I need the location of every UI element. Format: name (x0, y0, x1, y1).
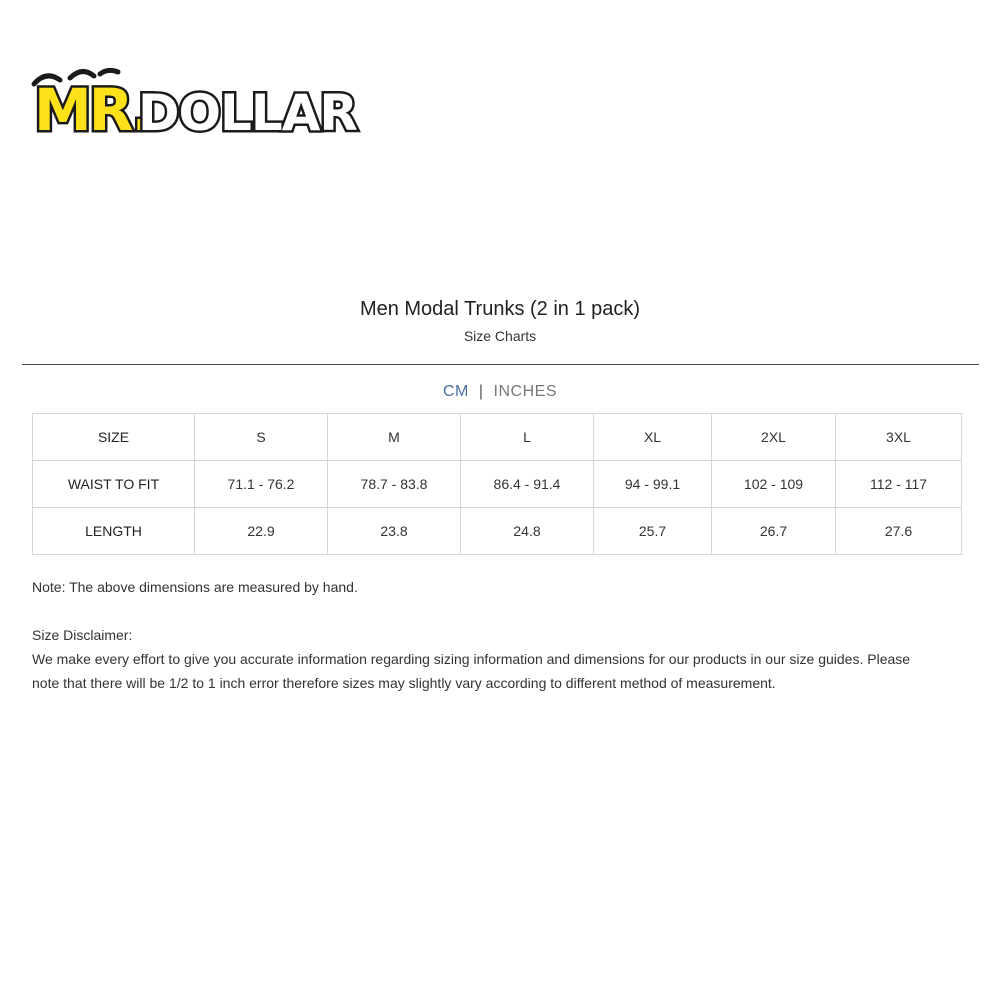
unit-separator: | (478, 383, 484, 400)
length-cell-m: 23.8 (328, 508, 461, 555)
svg-text:DOLLAR: DOLLAR (138, 84, 357, 142)
divider (22, 364, 979, 365)
page-title: Men Modal Trunks (2 in 1 pack) (359, 298, 641, 320)
svg-text:MR.: MR. (34, 76, 151, 142)
length-label-cell: LENGTH (33, 508, 195, 555)
unit-toggle (0, 383, 1000, 401)
disclaimer-line-2: note that there will be 1/2 to 1 inch error therefore sizes may slightly vary according to different method of measurement. (32, 675, 776, 691)
measurement-note: Note: The above dimensions are measured by hand. (32, 579, 358, 595)
mr-dollar-logo-icon (26, 62, 366, 142)
disclaimer-line-1: We make every effort to give you accurate information regarding sizing information and dimensions for our products in our size guides. Please (32, 651, 911, 667)
length-cell-xl: 25.7 (594, 508, 712, 555)
brand-logo (26, 62, 366, 142)
page-subtitle: Size Charts (463, 328, 537, 344)
waist-cell-l: 86.4 - 91.4 (461, 461, 594, 508)
length-cell-l: 24.8 (461, 508, 594, 555)
notes-section (32, 575, 962, 695)
size-cell-s: S (195, 414, 328, 461)
unit-inches-tab[interactable]: INCHES (493, 383, 557, 400)
size-cell-xl: XL (594, 414, 712, 461)
waist-cell-s: 71.1 - 76.2 (195, 461, 328, 508)
unit-cm-tab[interactable]: CM (443, 383, 469, 400)
length-cell-2xl: 26.7 (712, 508, 836, 555)
waist-label-cell: WAIST TO FIT (33, 461, 195, 508)
disclaimer-title: Size Disclaimer: (32, 627, 133, 643)
table-row-waist (33, 461, 962, 508)
waist-cell-3xl: 112 - 117 (836, 461, 962, 508)
waist-cell-2xl: 102 - 109 (712, 461, 836, 508)
size-chart-table (32, 413, 962, 555)
waist-cell-xl: 94 - 99.1 (594, 461, 712, 508)
table-header-row (33, 414, 962, 461)
size-cell-2xl: 2XL (712, 414, 836, 461)
size-cell-m: M (328, 414, 461, 461)
length-cell-s: 22.9 (195, 508, 328, 555)
waist-cell-m: 78.7 - 83.8 (328, 461, 461, 508)
length-cell-3xl: 27.6 (836, 508, 962, 555)
size-cell-l: L (461, 414, 594, 461)
size-header-cell: SIZE (33, 414, 195, 461)
table-row-length (33, 508, 962, 555)
title-block (0, 296, 1000, 345)
size-cell-3xl: 3XL (836, 414, 962, 461)
